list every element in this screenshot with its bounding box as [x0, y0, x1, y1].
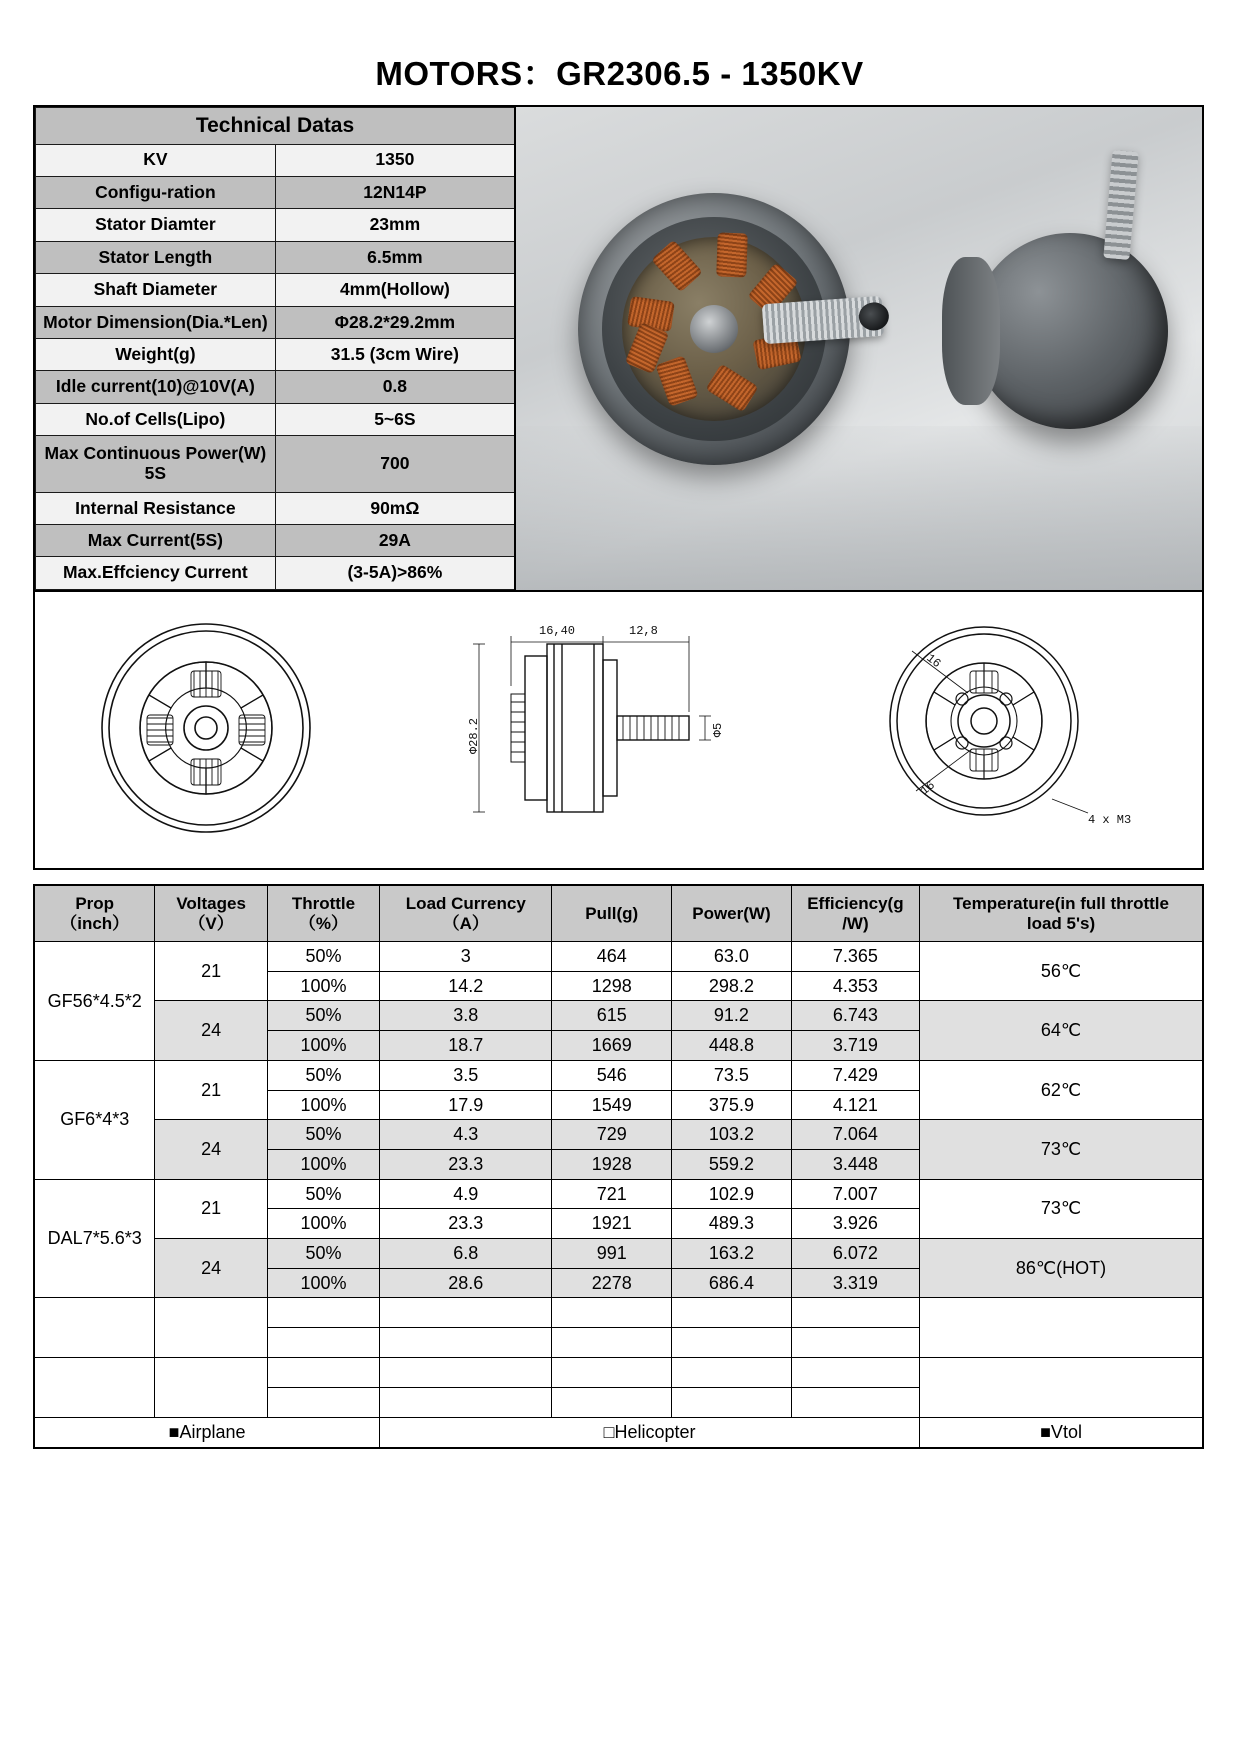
motor-side-view-drawing	[433, 608, 743, 853]
cell-throttle: 50%	[267, 942, 379, 972]
cell-efficiency-empty	[791, 1388, 919, 1418]
cell-load-currency: 4.9	[380, 1179, 552, 1209]
col-header-load-currency: Load Currency （A）	[380, 885, 552, 942]
airplane-checkbox[interactable]: ■Airplane	[34, 1418, 380, 1448]
cell-voltage: 21	[155, 1179, 267, 1238]
cell-prop: DAL7*5.6*3	[34, 1179, 155, 1298]
spec-row	[36, 525, 516, 557]
cell-temperature: 64℃	[920, 1001, 1203, 1060]
dim-shaft-bore: Φ5	[711, 722, 726, 737]
performance-empty-row	[34, 1298, 1203, 1328]
performance-row	[34, 1179, 1203, 1209]
spec-label: Max.Effciency Current	[36, 557, 276, 590]
cell-load-currency: 28.6	[380, 1268, 552, 1298]
spec-row	[36, 241, 516, 273]
motor-product-photo	[516, 107, 1202, 590]
cell-throttle: 100%	[267, 1090, 379, 1120]
cell-load-currency: 6.8	[380, 1238, 552, 1268]
cell-efficiency: 4.353	[791, 971, 919, 1001]
motor-shaft	[762, 296, 884, 344]
cell-power: 91.2	[672, 1001, 792, 1031]
cell-load-currency: 3.8	[380, 1001, 552, 1031]
cell-throttle-empty	[267, 1328, 379, 1358]
cell-power: 559.2	[672, 1149, 792, 1179]
cell-efficiency-empty	[791, 1358, 919, 1388]
cell-pull: 2278	[552, 1268, 672, 1298]
cell-prop-empty	[34, 1298, 155, 1358]
dim-mount-pitch-top: 16	[923, 650, 944, 671]
cell-temperature-empty	[920, 1358, 1203, 1418]
spec-label: Weight(g)	[36, 339, 276, 371]
cell-pull: 991	[552, 1238, 672, 1268]
cell-load-currency: 23.3	[380, 1209, 552, 1239]
dim-mount-pitch-bottom: 16	[917, 777, 938, 798]
cell-power-empty	[672, 1328, 792, 1358]
cell-power: 375.9	[672, 1090, 792, 1120]
technical-data-table	[35, 107, 516, 590]
spec-value: 12N14P	[275, 176, 515, 208]
cell-pull: 1921	[552, 1209, 672, 1239]
dim-mount-holes: 4 x M3	[1087, 812, 1132, 827]
spec-value: Φ28.2*29.2mm	[275, 306, 515, 338]
cell-efficiency-empty	[791, 1328, 919, 1358]
cell-power: 63.0	[672, 942, 792, 972]
spec-label: Motor Dimension(Dia.*Len)	[36, 306, 276, 338]
spec-label: KV	[36, 144, 276, 176]
cell-power-empty	[672, 1298, 792, 1328]
spec-row	[36, 339, 516, 371]
dim-length-total: 16,40	[539, 623, 576, 638]
cell-efficiency: 3.448	[791, 1149, 919, 1179]
cell-pull-empty	[552, 1388, 672, 1418]
spec-row	[36, 436, 516, 492]
spec-row	[36, 557, 516, 590]
page-title: MOTORS：GR2306.5 - 1350KV	[375, 55, 864, 92]
spec-value: 6.5mm	[275, 241, 515, 273]
cell-voltage-empty	[155, 1298, 267, 1358]
cell-load-empty	[380, 1328, 552, 1358]
cell-power: 103.2	[672, 1120, 792, 1150]
cell-temperature-empty	[920, 1298, 1203, 1358]
cell-efficiency: 7.007	[791, 1179, 919, 1209]
spec-value: (3-5A)>86%	[275, 557, 515, 590]
cell-throttle: 50%	[267, 1060, 379, 1090]
col-header-temperature: Temperature(in full throttle load 5's)	[920, 885, 1203, 942]
performance-table-header-row	[34, 885, 1203, 942]
spec-value: 4mm(Hollow)	[275, 274, 515, 306]
cell-load-currency: 3.5	[380, 1060, 552, 1090]
cell-power: 448.8	[672, 1031, 792, 1061]
cell-temperature: 62℃	[920, 1060, 1203, 1119]
cell-load-currency: 14.2	[380, 971, 552, 1001]
spec-value: 1350	[275, 144, 515, 176]
spec-row	[36, 209, 516, 241]
cell-power: 489.3	[672, 1209, 792, 1239]
cell-pull: 1298	[552, 971, 672, 1001]
cell-throttle: 50%	[267, 1001, 379, 1031]
col-header-prop: Prop （inch）	[34, 885, 155, 942]
spec-row	[36, 274, 516, 306]
cell-power: 686.4	[672, 1268, 792, 1298]
spec-row	[36, 306, 516, 338]
cell-load-currency: 4.3	[380, 1120, 552, 1150]
spec-row	[36, 144, 516, 176]
performance-row	[34, 1060, 1203, 1090]
cell-power-empty	[672, 1388, 792, 1418]
cell-power: 73.5	[672, 1060, 792, 1090]
cell-power-empty	[672, 1358, 792, 1388]
dim-length-body: 12,8	[629, 623, 659, 638]
spec-row	[36, 176, 516, 208]
cell-voltage: 21	[155, 942, 267, 1001]
spec-row	[36, 371, 516, 403]
cell-temperature: 73℃	[920, 1120, 1203, 1179]
cell-load-currency: 17.9	[380, 1090, 552, 1120]
motor-front-view-drawing	[91, 613, 321, 848]
cell-voltage: 24	[155, 1120, 267, 1179]
cell-throttle-empty	[267, 1358, 379, 1388]
cell-pull: 546	[552, 1060, 672, 1090]
cell-power: 298.2	[672, 971, 792, 1001]
cell-voltage-empty	[155, 1358, 267, 1418]
cell-pull: 1669	[552, 1031, 672, 1061]
cell-throttle: 100%	[267, 971, 379, 1001]
cell-load-currency: 18.7	[380, 1031, 552, 1061]
technical-data-header: Technical Datas	[36, 108, 516, 145]
cell-pull: 729	[552, 1120, 672, 1150]
application-type-footer-row	[34, 1418, 1203, 1448]
vtol-checkbox[interactable]: ■Vtol	[920, 1418, 1203, 1448]
cell-throttle: 100%	[267, 1149, 379, 1179]
cell-efficiency: 4.121	[791, 1090, 919, 1120]
cad-drawings-strip	[33, 592, 1204, 870]
cell-pull: 615	[552, 1001, 672, 1031]
spec-label: Stator Length	[36, 241, 276, 273]
motor-screw-shaft	[1103, 150, 1138, 260]
cell-throttle: 100%	[267, 1268, 379, 1298]
spec-value: 700	[275, 436, 515, 492]
cell-throttle-empty	[267, 1298, 379, 1328]
spec-label: Stator Diamter	[36, 209, 276, 241]
cell-efficiency: 6.072	[791, 1238, 919, 1268]
photo-floor	[516, 426, 1202, 590]
motor-bottom-view-drawing	[856, 613, 1146, 848]
col-header-efficiency: Efficiency(g /W)	[791, 885, 919, 942]
cell-efficiency: 7.064	[791, 1120, 919, 1150]
spec-label: Configu-ration	[36, 176, 276, 208]
cell-pull: 1549	[552, 1090, 672, 1120]
performance-empty-row	[34, 1358, 1203, 1388]
spec-label: Shaft Diameter	[36, 274, 276, 306]
performance-table-wrapper	[33, 884, 1204, 1449]
performance-row	[34, 1120, 1203, 1150]
spec-label: Max Current(5S)	[36, 525, 276, 557]
cell-load-empty	[380, 1388, 552, 1418]
cell-throttle: 50%	[267, 1120, 379, 1150]
performance-row	[34, 1238, 1203, 1268]
helicopter-checkbox[interactable]: □Helicopter	[380, 1418, 920, 1448]
cell-temperature: 86℃(HOT)	[920, 1238, 1203, 1297]
cell-voltage: 24	[155, 1001, 267, 1060]
col-header-power: Power(W)	[672, 885, 792, 942]
performance-row	[34, 1001, 1203, 1031]
cell-pull-empty	[552, 1298, 672, 1328]
cell-efficiency: 7.429	[791, 1060, 919, 1090]
col-header-pull: Pull(g)	[552, 885, 672, 942]
cell-voltage: 21	[155, 1060, 267, 1119]
cell-efficiency: 3.719	[791, 1031, 919, 1061]
cell-temperature: 73℃	[920, 1179, 1203, 1238]
cell-throttle-empty	[267, 1388, 379, 1418]
cell-pull-empty	[552, 1328, 672, 1358]
spec-value: 0.8	[275, 371, 515, 403]
spec-value: 29A	[275, 525, 515, 557]
cell-load-empty	[380, 1358, 552, 1388]
spec-row	[36, 403, 516, 435]
col-header-throttle: Throttle （%）	[267, 885, 379, 942]
cell-efficiency: 6.743	[791, 1001, 919, 1031]
cell-efficiency: 3.926	[791, 1209, 919, 1239]
cell-efficiency-empty	[791, 1298, 919, 1328]
spec-value: 5~6S	[275, 403, 515, 435]
cell-prop: GF56*4.5*2	[34, 942, 155, 1061]
cell-prop-empty	[34, 1358, 155, 1418]
col-header-voltages: Voltages （V）	[155, 885, 267, 942]
performance-row	[34, 942, 1203, 972]
cell-prop: GF6*4*3	[34, 1060, 155, 1179]
cell-power: 163.2	[672, 1238, 792, 1268]
spec-value: 23mm	[275, 209, 515, 241]
cell-pull-empty	[552, 1358, 672, 1388]
spec-label: Max Continuous Power(W) 5S	[36, 436, 276, 492]
spec-row	[36, 492, 516, 524]
spec-and-photo-section	[33, 105, 1204, 592]
cell-throttle: 50%	[267, 1179, 379, 1209]
performance-table	[33, 884, 1204, 1449]
cell-efficiency: 3.319	[791, 1268, 919, 1298]
cell-pull: 464	[552, 942, 672, 972]
spec-value: 31.5 (3cm Wire)	[275, 339, 515, 371]
cell-throttle: 50%	[267, 1238, 379, 1268]
motor-side-photo	[972, 233, 1168, 429]
cell-throttle: 100%	[267, 1031, 379, 1061]
cell-power: 102.9	[672, 1179, 792, 1209]
cell-load-empty	[380, 1298, 552, 1328]
dim-diameter-outer: Φ28.2	[467, 717, 482, 754]
cell-load-currency: 3	[380, 942, 552, 972]
cell-pull: 721	[552, 1179, 672, 1209]
spec-value: 90mΩ	[275, 492, 515, 524]
spec-label: Internal Resistance	[36, 492, 276, 524]
spec-label: No.of Cells(Lipo)	[36, 403, 276, 435]
cell-efficiency: 7.365	[791, 942, 919, 972]
cell-load-currency: 23.3	[380, 1149, 552, 1179]
cell-pull: 1928	[552, 1149, 672, 1179]
cell-voltage: 24	[155, 1238, 267, 1297]
cell-throttle: 100%	[267, 1209, 379, 1239]
cell-temperature: 56℃	[920, 942, 1203, 1001]
spec-label: Idle current(10)@10V(A)	[36, 371, 276, 403]
